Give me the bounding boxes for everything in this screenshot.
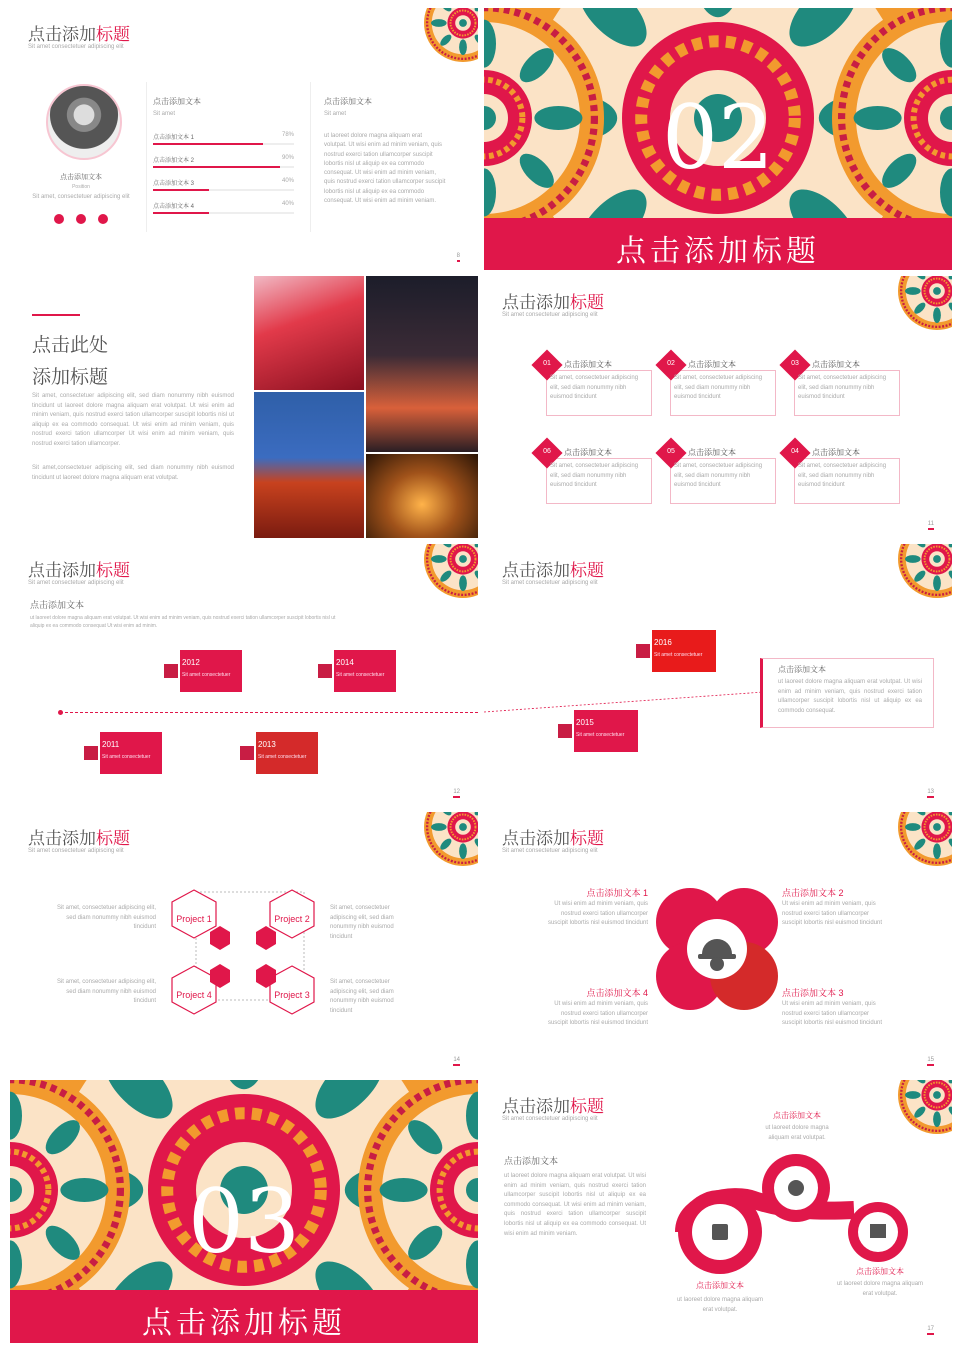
skills-subtitle: Sit amet (153, 111, 176, 117)
right-title: 点击添加文本 (324, 97, 372, 106)
item-number: 04 (791, 448, 799, 455)
top-label: 点击添加文本 (773, 1111, 821, 1120)
petal-text: Ut wisi enim ad minim veniam, quis nostrud exerci tation ullamcorper suscipit lobortis nisl euismod tincidunt (547, 1001, 648, 1027)
timeline-text: Sit amet consectetuer (576, 732, 625, 738)
skill-label: 点击添加文本 3 (153, 181, 195, 187)
timeline-year: 2012 (182, 658, 200, 667)
building-icon (240, 746, 254, 760)
project-text-2: Sit amet, consectetuer adipiscing elit, sed diam nonummy nibh euismod tincidunt (330, 905, 394, 940)
page-number: 17 (927, 1326, 934, 1335)
section-title: 点击添加标题 (142, 1306, 346, 1341)
section-number: 02 (662, 86, 774, 189)
skill-percent: 40% (281, 201, 294, 207)
projects-diagram (10, 812, 478, 1074)
photo-night-street (366, 276, 478, 452)
item-text: Sit amet, consectetuer adipiscing elit, sed diam nonummy nibh euismod tincidunt (798, 463, 887, 489)
slide-timeline-1[interactable] (10, 544, 478, 806)
slide-title: 点击添加标题 (502, 829, 604, 849)
skill-percent: 90% (281, 155, 294, 161)
timeline-text: Sit amet consectetuer (258, 754, 307, 760)
slide-subtitle: Sit amet consectetuer adipiscing elit (502, 312, 598, 318)
slide-subtitle: Sit amet consectetuer adipiscing elit (28, 44, 124, 50)
mandala-ornament (898, 276, 952, 330)
mandala-ornament (424, 8, 478, 62)
right-label: 点击添加文本 (856, 1267, 904, 1276)
social-icons (54, 214, 108, 224)
body-text-1: Sit amet, consectetuer adipiscing elit, sed diam nonummy nibh euismod tincidunt ut laoreet dolore magna aliquam erat volutpat. Ut wisi enim ad minim veniam, quis nostrud exerci tation ullamcorper suscipit lobortis nisl ut aliquip ex ea commodo consequat. Ut wisi enim ad minim veniam, quis nostrud exerci tation ullamcorper Ut wisi enim ad minim veniam, quis nostrud exerci tation ullamcorper. (32, 393, 234, 447)
page-number: 12 (453, 789, 460, 798)
slide-subtitle: Sit amet consectetuer adipiscing elit (28, 848, 124, 854)
petal-label: 点击添加文本 4 (586, 988, 648, 998)
item-text: Sit amet, consectetuer adipiscing elit, sed diam nonummy nibh euismod tincidunt (550, 463, 639, 489)
slide-title: 点击添加标题 (502, 561, 604, 581)
item-text: Sit amet, consectetuer adipiscing elit, sed diam nonummy nibh euismod tincidunt (550, 375, 639, 401)
project-label[interactable]: Project 1 (176, 914, 212, 924)
skill-percent: 78% (281, 132, 294, 138)
slide-section-03[interactable] (10, 1080, 478, 1343)
timeline-text: Sit amet consectetuer (654, 652, 703, 658)
google-plus-icon[interactable] (98, 214, 108, 224)
right-body: ut laoreet dolore magna aliquam erat volutpat. Ut wisi enim ad minim veniam, quis nostrud exerci tation ullamcorper suscipit lobortis nisl ut aliquip ex ea commodo consequat. Ut wisi enim ad minim veniam, quis nostrud exerci tation ullamcorper suscipit lobortis nisl ut aliquip ex ea commodo consequat. Ut wisi enim ad minim veniam. (324, 133, 446, 205)
timeline-card[interactable] (574, 710, 638, 752)
timeline-year: 2013 (258, 740, 276, 749)
timeline-year: 2011 (102, 740, 120, 749)
building-icon (558, 724, 572, 738)
skill-fill (153, 212, 209, 214)
timeline-card[interactable] (334, 650, 396, 692)
project-label[interactable]: Project 3 (274, 990, 310, 1000)
mandala-ornament (424, 544, 478, 598)
skill-label: 点击添加文本 4 (153, 204, 195, 210)
profile-desc: Sit amet, consectetuer adipiscing elit (32, 194, 130, 200)
profile-name: 点击添加文本 (60, 174, 102, 181)
skill-row (153, 176, 294, 199)
item-label: 点击添加文本 (812, 360, 860, 369)
project-label[interactable]: Project 2 (274, 914, 310, 924)
slide-title: 点击添加标题 (28, 25, 130, 45)
slide-chain-diagram[interactable] (484, 1080, 952, 1343)
avatar (46, 84, 122, 160)
timeline-card[interactable] (180, 650, 242, 692)
skills-title: 点击添加文本 (153, 97, 201, 106)
skill-label: 点击添加文本 2 (153, 158, 195, 164)
item-text: Sit amet, consectetuer adipiscing elit, sed diam nonummy nibh euismod tincidunt (674, 463, 763, 489)
slide-subtitle: Sit amet consectetuer adipiscing elit (502, 848, 598, 854)
skill-track (153, 143, 294, 145)
section-number: 03 (188, 1170, 300, 1273)
project-label[interactable]: Project 4 (176, 990, 212, 1000)
slide-petal-diagram[interactable] (484, 812, 952, 1074)
skill-track (153, 212, 294, 214)
skill-fill (153, 143, 263, 145)
timeline-year: 2016 (654, 638, 672, 647)
timeline-year: 2014 (336, 658, 354, 667)
petal-label: 点击添加文本 1 (586, 888, 648, 898)
page-number: 11 (928, 521, 934, 530)
item-label: 点击添加文本 (688, 360, 736, 369)
skill-label: 点击添加文本 1 (153, 135, 195, 141)
slide-title: 点击添加标题 (28, 561, 130, 581)
item-number: 03 (791, 360, 799, 367)
timeline-year: 2015 (576, 718, 594, 727)
text-body: ut laoreet dolore magna aliquam erat volutpat. Ut wisi enim ad minim veniam, quis nostrud exerci tation ullamcorper suscipit lobortis nisl ut aliquip ex ea commodo consequat Ut wisi enim ad minim. (30, 615, 336, 629)
page-number: 15 (927, 1057, 934, 1066)
slide-subtitle: Sit amet consectetuer adipiscing elit (28, 580, 124, 586)
facebook-icon[interactable] (76, 214, 86, 224)
slide-timeline-2[interactable] (484, 544, 952, 806)
skill-track (153, 166, 294, 168)
text-title: 点击添加文本 (30, 601, 85, 611)
timeline-text: Sit amet consectetuer (182, 672, 231, 678)
slide-profile[interactable] (10, 8, 478, 270)
petal-diagram (484, 812, 952, 1074)
timeline-text: Sit amet consectetuer (102, 754, 151, 760)
project-text-4: Sit amet, consectetuer adipiscing elit, sed diam nonummy nibh euismod tincidunt (56, 979, 156, 1005)
item-text: Sit amet, consectetuer adipiscing elit, sed diam nonummy nibh euismod tincidunt (798, 375, 887, 401)
timeline-line (60, 712, 478, 713)
page-number: 8 (457, 253, 460, 262)
timeline-text: Sit amet consectetuer (336, 672, 385, 678)
petal-label: 点击添加文本 3 (782, 988, 844, 998)
page-number: 13 (927, 789, 934, 798)
right-text: ut laoreet dolore magna aliquam erat volutpat. (836, 1281, 924, 1297)
skill-fill (153, 166, 280, 168)
item-number: 06 (543, 448, 551, 455)
skill-percent: 40% (281, 178, 294, 184)
building-icon (164, 664, 178, 678)
project-text-1: Sit amet, consectetuer adipiscing elit, sed diam nonummy nibh euismod tincidunt (56, 905, 156, 931)
slide-title: 点击添加标题 (502, 1097, 604, 1117)
left-text: ut laoreet dolore magna aliquam erat volutpat. (676, 1297, 764, 1313)
petal-text: Ut wisi enim ad minim veniam, quis nostrud exerci tation ullamcorper suscipit lobortis nisl euismod tincidunt (782, 901, 883, 927)
item-text: Sit amet, consectetuer adipiscing elit, sed diam nonummy nibh euismod tincidunt (674, 375, 763, 401)
skill-track (153, 189, 294, 191)
skill-row (153, 153, 294, 176)
profile-position: Position (72, 184, 90, 190)
slide-six-items[interactable] (484, 276, 952, 538)
info-box-body: ut laoreet dolore magna aliquam erat volutpat. Ut wisi enim ad minim veniam, quis nostrud exerci tation ullamcorper suscipit lobortis nisl ut aliquip ex ea commodo consequat. (778, 679, 922, 714)
slide-title: 点击添加标题 (502, 293, 604, 313)
skill-fill (153, 189, 209, 191)
info-box-title: 点击添加文本 (778, 665, 826, 674)
heading-line-2: 添加标题 (32, 366, 109, 388)
item-label: 点击添加文本 (564, 448, 612, 457)
item-label: 点击添加文本 (564, 360, 612, 369)
item-number: 02 (667, 360, 675, 367)
right-subtitle: Sit amet (324, 111, 347, 117)
item-number: 05 (667, 448, 675, 455)
building-icon (636, 644, 650, 658)
twitter-icon[interactable] (54, 214, 64, 224)
petal-label: 点击添加文本 2 (782, 888, 844, 898)
slide-subtitle: Sit amet consectetuer adipiscing elit (502, 580, 598, 586)
timeline-card[interactable] (652, 630, 716, 672)
timeline-card[interactable] (256, 732, 318, 774)
petal-text: Ut wisi enim ad minim veniam, quis nostrud exerci tation ullamcorper suscipit lobortis nisl euismod tincidunt (782, 1001, 883, 1027)
slide-projects[interactable] (10, 812, 478, 1074)
building-icon (318, 664, 332, 678)
project-text-3: Sit amet, consectetuer adipiscing elit, sed diam nonummy nibh euismod tincidunt (330, 979, 394, 1014)
slide-photo-grid[interactable] (10, 276, 478, 538)
skill-row (153, 130, 294, 153)
skill-row (153, 199, 294, 222)
slide-title: 点击添加标题 (28, 829, 130, 849)
text-body: ut laoreet dolore magna aliquam erat volutpat. Ut wisi enim ad minim veniam, quis nostrud exerci tation ullamcorper suscipit lobortis nisl ut aliquip ex ea commodo consequat. Ut wisi enim ad minim veniam, quis nostrud exerci tation ullamcorper suscipit lobortis nisl ut aliquip ex ea commodo consequat. Ut wisi enim ad minim veniam. (504, 1173, 646, 1237)
page-number: 14 (453, 1057, 460, 1066)
petal-text: Ut wisi enim ad minim veniam, quis nostrud exerci tation ullamcorper suscipit lobortis nisl euismod tincidunt (547, 901, 648, 927)
building-icon (84, 746, 98, 760)
text-title: 点击添加文本 (504, 1157, 559, 1167)
timeline-card[interactable] (100, 732, 162, 774)
top-text: ut laoreet dolore magna aliquam erat volutpat. (765, 1125, 829, 1141)
photo-arches (366, 454, 478, 538)
section-title: 点击添加标题 (616, 234, 820, 269)
left-label: 点击添加文本 (696, 1281, 744, 1290)
slide-section-02[interactable] (484, 8, 952, 270)
item-number: 01 (543, 360, 551, 367)
heading-line-1: 点击此处 (32, 334, 109, 356)
item-label: 点击添加文本 (812, 448, 860, 457)
body-text-2: Sit amet,consectetuer adipiscing elit, sed diam nonummy nibh euismod tincidunt ut laoreet dolore magna aliquam erat volutpat. (32, 465, 234, 481)
item-label: 点击添加文本 (688, 448, 736, 457)
timeline-start-dot (58, 710, 63, 715)
photo-temple (254, 392, 364, 538)
photo-red-fabric (254, 276, 364, 390)
skills-list (153, 130, 294, 222)
slide-subtitle: Sit amet consectetuer adipiscing elit (502, 1116, 598, 1122)
